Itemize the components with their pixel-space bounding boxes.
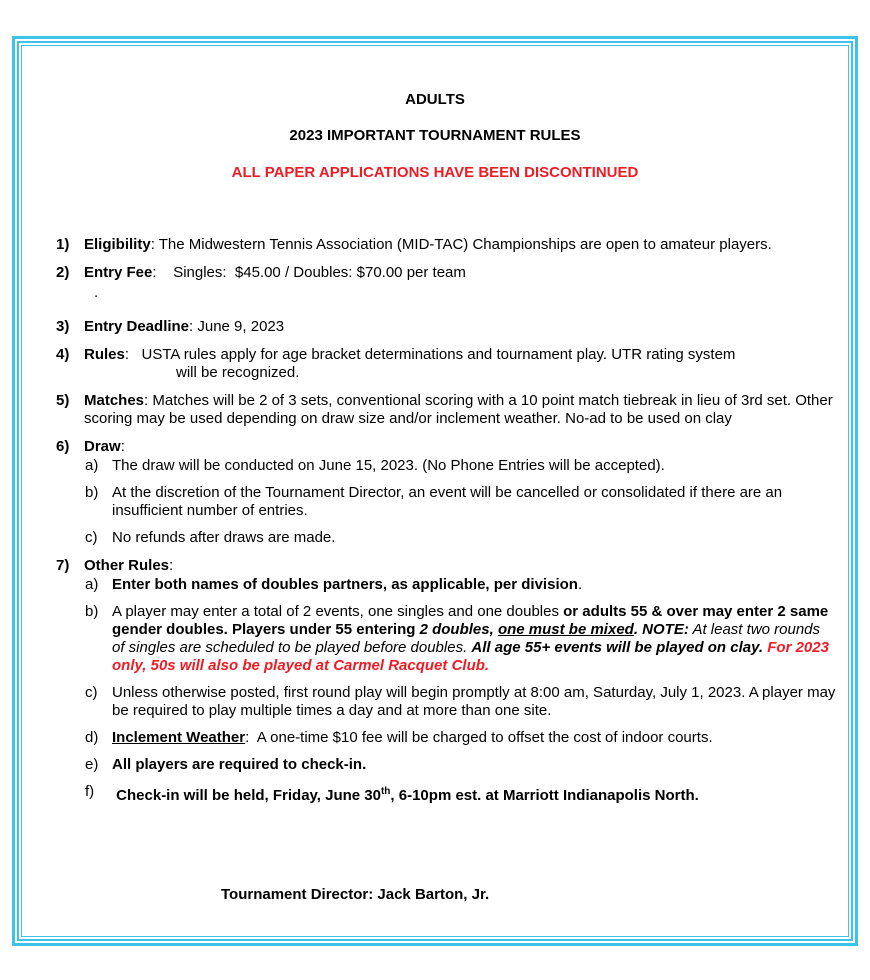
- rule-title: Eligibility: [84, 236, 151, 253]
- sub-text: All players are required to check-in.: [112, 756, 367, 773]
- rule-draw: [56, 438, 836, 547]
- sub-text: No refunds after draws are made.: [112, 529, 336, 546]
- rule-title: Other Rules: [84, 557, 170, 574]
- sub-letter: c): [85, 529, 98, 546]
- sub-text-bold: or adults 55 & over may enter 2 same gender doubles. Players under 55 entering: [112, 603, 829, 638]
- other-item-a: [84, 576, 836, 594]
- sub-text: Check-in will be held, Friday, June 30: [112, 787, 381, 804]
- rule-text: : June 9, 2023: [189, 318, 285, 335]
- draw-item-a: [84, 457, 836, 475]
- sub-text: The draw will be conducted on June 15, 2023. (No Phone Entries will be accepted).: [112, 457, 665, 474]
- rule-matches: [56, 392, 836, 428]
- draw-item-b: [84, 484, 836, 520]
- other-item-b: [84, 603, 836, 675]
- heading-adults: ADULTS: [405, 91, 465, 108]
- sub-text: At the discretion of the Tournament Director, an event will be cancelled or consolidated if there are an insufficient number of entries.: [112, 484, 783, 519]
- rule-text: : The Midwestern Tennis Association (MID-TAC) Championships are open to amateur players.: [150, 236, 772, 253]
- rule-number: 3): [56, 318, 70, 335]
- sub-letter: b): [85, 484, 99, 501]
- carmel-text: For 2023 only, 50s will also be played at Carmel Racquet Club.: [112, 639, 829, 674]
- sub-letter: a): [85, 576, 99, 593]
- rule-entry-deadline: [56, 318, 836, 336]
- tournament-director: Tournament Director: Jack Barton, Jr.: [221, 886, 490, 903]
- rule-other-rules: [56, 557, 836, 805]
- sub-letter: f): [85, 783, 95, 800]
- sub-text: A player may enter a total of 2 events, one singles and one doubles: [112, 603, 564, 620]
- rule-entry-fee: [56, 264, 836, 302]
- sub-letter: c): [85, 684, 98, 701]
- rule-text: : USTA rules apply for age bracket determinations and tournament play. UTR rating system: [124, 346, 736, 363]
- stray-dot: .: [94, 284, 99, 301]
- sub-text-end: .: [577, 576, 583, 593]
- sub-text-period: .: [633, 621, 638, 638]
- sub-text: : A one-time $10 fee will be charged to offset the cost of indoor courts.: [245, 729, 713, 746]
- note-label: NOTE:: [642, 621, 689, 638]
- rule-colon: :: [120, 438, 125, 455]
- rule-number: 7): [56, 557, 70, 574]
- rule-text: : Matches will be 2 of 3 sets, conventional scoring with a 10 point match tiebreak in lieu of 3rd set. Other scoring may be used depending on draw size and/or inclement weather. No-ad to be used on clay: [84, 392, 833, 427]
- rule-text: : Singles: $45.00 / Doubles: $70.00 per team: [152, 264, 466, 281]
- note-text: At least two rounds of singles are scheduled to be played before doubles.: [112, 621, 821, 656]
- rule-title: Entry Fee: [84, 264, 153, 281]
- heading-alert: ALL PAPER APPLICATIONS HAVE BEEN DISCONTINUED: [231, 164, 639, 181]
- other-item-d: [84, 729, 836, 747]
- rule-number: 4): [56, 346, 70, 363]
- heading-rules: 2023 IMPORTANT TOURNAMENT RULES: [289, 127, 581, 144]
- sub-letter: d): [85, 729, 99, 746]
- rule-rules: [56, 346, 836, 382]
- rule-number: 1): [56, 236, 70, 253]
- sub-title: Inclement Weather: [112, 729, 246, 746]
- rule-number: 6): [56, 438, 70, 455]
- other-item-e: [84, 756, 836, 774]
- clay-text: All age 55+ events will be played on clay.: [471, 639, 768, 656]
- rule-title: Entry Deadline: [84, 318, 190, 335]
- rule-title: Rules: [84, 346, 125, 363]
- rule-title: Draw: [84, 438, 121, 455]
- sub-letter: b): [85, 603, 99, 620]
- sub-text-bold-italic: 2 doubles,: [419, 621, 498, 638]
- rule-title: Matches: [84, 392, 145, 409]
- sub-text-mixed: one must be mixed: [497, 621, 634, 638]
- other-item-c: [84, 684, 836, 720]
- draw-item-c: [84, 529, 836, 547]
- sub-text: Unless otherwise posted, first round play will begin promptly at 8:00 am, Saturday, July 1, 2023. A player may be required to play multiple times a day and at more than one site.: [112, 684, 836, 719]
- sub-letter: a): [85, 457, 99, 474]
- sub-text: Enter both names of doubles partners, as applicable, per division: [112, 576, 578, 593]
- sub-text-end: , 6-10pm est. at Marriott Indianapolis North.: [390, 787, 699, 804]
- rules-list: [56, 236, 836, 815]
- rule-number: 5): [56, 392, 70, 409]
- rule-eligibility: [56, 236, 836, 254]
- superscript: th: [380, 786, 391, 797]
- rule-text-continued: will be recognized.: [176, 364, 300, 381]
- rule-colon: :: [169, 557, 174, 574]
- other-item-f: [84, 783, 836, 805]
- sub-letter: e): [85, 756, 99, 773]
- rule-number: 2): [56, 264, 70, 281]
